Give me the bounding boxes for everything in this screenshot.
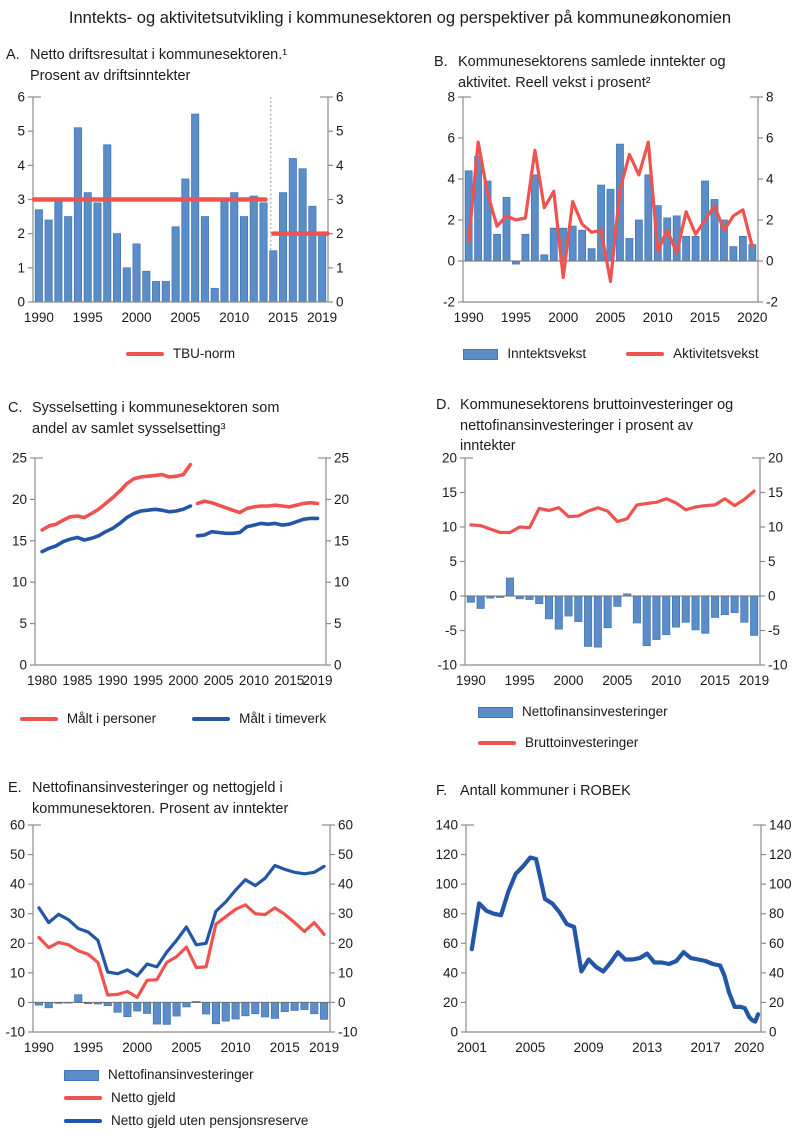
tick-label: 2017: [690, 1040, 721, 1055]
tick-label: 6: [17, 89, 25, 105]
tick-label: 50: [9, 847, 25, 863]
bar: [663, 596, 670, 635]
tick-label: 40: [769, 965, 785, 981]
tick-label: 60: [769, 935, 785, 951]
bar: [222, 1002, 229, 1021]
bar: [143, 1002, 150, 1013]
legend-label: Aktivitetsvekst: [673, 346, 759, 361]
bar: [35, 210, 42, 302]
tick-label: 2010: [220, 1040, 251, 1055]
tick-label: 2019: [739, 673, 770, 688]
tick-label: 4: [17, 157, 25, 173]
tick-label: 5: [336, 123, 344, 139]
tick-label: 2: [766, 212, 774, 228]
bar: [672, 596, 679, 627]
tick-label: 20: [441, 450, 457, 466]
tick-label: -10: [437, 657, 457, 673]
legend-label: Netto gjeld uten pensjonsreserve: [111, 1113, 309, 1128]
bar: [541, 255, 548, 261]
tick-label: 2015: [269, 1040, 300, 1055]
tick-label: 1990: [455, 673, 486, 688]
panel-f-title-line-1: Antall kommuner i ROBEK: [460, 783, 631, 799]
tick-label: 2000: [168, 673, 199, 688]
panel-a-letter: A.: [6, 47, 20, 63]
tick-label: 120: [435, 847, 458, 863]
tick-label: 2005: [171, 1040, 202, 1055]
bar: [731, 596, 738, 613]
tick-label: 2000: [121, 310, 152, 325]
bar: [221, 200, 228, 303]
panel-d-letter: D.: [436, 397, 451, 413]
tick-label: 2005: [515, 1040, 546, 1055]
bar: [626, 238, 633, 261]
panel-e-letter: E.: [8, 780, 22, 796]
bar: [211, 288, 218, 302]
bar: [94, 203, 101, 302]
bar: [279, 193, 286, 302]
panel-d-title-line-2: nettofinansinvesteringer i prosent av: [460, 417, 693, 434]
bar: [134, 1002, 141, 1011]
bar: [240, 217, 247, 302]
axes-frame: [30, 458, 331, 665]
bar: [291, 1002, 298, 1010]
panel-b-title-line-2: aktivitet. Reell vekst i prosent²: [458, 74, 651, 91]
bar: [614, 596, 621, 606]
tick-label: 80: [769, 906, 785, 922]
tick-label: 40: [9, 876, 25, 892]
bar: [123, 268, 130, 302]
bar: [172, 227, 179, 302]
tick-label: 25: [11, 450, 27, 466]
tick-label: 1995: [504, 673, 535, 688]
bar: [261, 1002, 268, 1016]
tick-label: 30: [9, 906, 25, 922]
bar: [74, 128, 81, 302]
tick-label: 20: [768, 450, 784, 466]
tick-label: 5: [17, 123, 25, 139]
bar: [692, 236, 699, 261]
tick-label: 0: [447, 253, 455, 269]
legend-label: Bruttoinvesteringer: [525, 735, 639, 750]
tick-label: 1990: [23, 1040, 54, 1055]
panel-c-letter: C.: [8, 400, 23, 416]
bar: [84, 193, 91, 302]
tick-label: 2: [17, 226, 25, 242]
bar: [579, 230, 586, 261]
tick-label: 0: [769, 1024, 777, 1040]
figure-title: Inntekts- og aktivitetsutvikling i kommunesektoren og perspektiver på kommuneøkonomien: [68, 9, 732, 27]
tick-label: 2005: [203, 673, 234, 688]
bar: [594, 596, 601, 647]
bar: [260, 203, 267, 302]
bar: [163, 1002, 170, 1024]
tick-label: 0: [17, 294, 25, 310]
bar: [683, 236, 690, 261]
tick-label: -2: [766, 294, 779, 310]
tick-label: 20: [442, 994, 458, 1010]
tick-label: 2019: [302, 673, 333, 688]
bar: [633, 596, 640, 623]
line-series: [198, 501, 318, 512]
legend-label: Målt i personer: [66, 711, 157, 726]
bar: [711, 596, 718, 617]
chart-D: [437, 451, 787, 689]
line-series: [471, 491, 754, 532]
tick-label: 2015: [274, 673, 305, 688]
bar: [739, 236, 746, 261]
panel-e-title-line-1: Nettofinansinvesteringer og nettogjeld i: [32, 780, 283, 796]
tick-label: 0: [338, 994, 346, 1010]
tick-label: 140: [769, 817, 792, 833]
tick-label: 2010: [642, 310, 673, 325]
tick-label: 0: [17, 994, 25, 1010]
tick-label: -5: [768, 623, 781, 638]
axes-frame: [460, 458, 765, 665]
tick-label: 2015: [268, 310, 299, 325]
tick-label: 0: [449, 588, 457, 604]
bar: [721, 596, 728, 615]
bar: [565, 596, 572, 616]
bar: [311, 1002, 318, 1013]
tick-label: 10: [441, 519, 457, 535]
bar: [201, 217, 208, 302]
tick-label: 2005: [602, 673, 633, 688]
bar: [202, 1002, 209, 1014]
tick-label: -2: [442, 294, 455, 310]
bar: [143, 271, 150, 302]
panel-d-title-line-1: Kommunesektorens bruttoinvesteringer og: [460, 397, 734, 413]
tick-label: 2000: [548, 310, 579, 325]
tick-label: 10: [334, 574, 350, 590]
tick-label: 0: [450, 1024, 458, 1040]
line-series: [472, 858, 758, 1022]
chart-B: [443, 90, 778, 326]
panel-c-title-line-2: andel av samlet sysselsetting³: [32, 420, 226, 437]
bar: [271, 1002, 278, 1018]
axes-frame: [461, 825, 766, 1032]
tick-label: 4: [336, 157, 344, 173]
tick-label: 1995: [73, 1040, 104, 1055]
tick-label: 2000: [122, 1040, 153, 1055]
bar: [503, 197, 510, 261]
tick-label: 40: [338, 876, 354, 892]
tick-label: 2020: [734, 1040, 765, 1055]
line-series: [39, 905, 324, 998]
panel-b-title-line-1: Kommunesektorens samlede inntekter og: [458, 54, 726, 70]
tick-label: 1985: [62, 673, 93, 688]
panel-a-title-line-1: Netto driftsresultat i kommunesektoren.¹: [30, 47, 288, 63]
tick-label: 20: [11, 491, 27, 507]
tick-label: 2: [336, 226, 344, 242]
bar: [232, 1002, 239, 1019]
tick-label: 6: [766, 130, 774, 146]
bar: [153, 1002, 160, 1024]
bar: [588, 249, 595, 261]
tick-label: 15: [441, 485, 457, 500]
bar: [692, 596, 699, 630]
bar: [65, 217, 72, 302]
tick-label: 1995: [500, 310, 531, 325]
tick-label: 1990: [23, 310, 54, 325]
bar: [309, 206, 316, 302]
bar: [550, 228, 557, 261]
chart-A: [17, 90, 344, 326]
bar: [751, 596, 758, 635]
tick-label: 2005: [170, 310, 201, 325]
bar: [575, 596, 582, 622]
tick-label: 3: [336, 192, 344, 207]
bar: [152, 282, 159, 303]
bar: [555, 596, 562, 629]
tick-label: 6: [447, 130, 455, 146]
legend-label: Nettofinansinvesteringer: [108, 1067, 254, 1082]
tick-label: 10: [9, 965, 25, 981]
tick-label: 2019: [307, 310, 338, 325]
tick-label: 1: [336, 260, 344, 276]
bar: [162, 282, 169, 303]
tick-label: 40: [442, 965, 458, 981]
panel-a-title-line-2: Prosent av driftsinntekter: [30, 67, 191, 84]
bar: [741, 596, 748, 622]
tick-label: 1995: [132, 673, 164, 688]
bar: [477, 596, 484, 608]
tick-label: 2010: [219, 310, 250, 325]
bar: [467, 596, 474, 602]
line-series: [198, 518, 318, 535]
bar: [192, 114, 199, 302]
tick-label: 0: [768, 588, 776, 604]
bar: [55, 200, 62, 303]
bar: [531, 175, 538, 261]
tick-label: 5: [19, 616, 27, 632]
bar: [281, 1002, 288, 1011]
bar: [643, 596, 650, 646]
bar: [319, 234, 326, 302]
tick-label: 1995: [72, 310, 103, 325]
bar: [114, 1002, 121, 1012]
bar: [113, 234, 120, 302]
tick-label: 2013: [632, 1040, 663, 1055]
bar: [494, 234, 501, 261]
bar: [242, 1002, 249, 1015]
bar: [702, 596, 709, 633]
tick-label: 2009: [573, 1040, 604, 1055]
tick-label: 140: [435, 817, 458, 833]
tick-label: 20: [9, 935, 25, 951]
tick-label: 6: [336, 89, 344, 105]
tick-label: 0: [334, 657, 342, 673]
tick-label: 2015: [700, 673, 731, 688]
tick-label: 5: [334, 616, 342, 632]
axes-frame: [28, 825, 335, 1032]
tick-label: -5: [444, 623, 457, 638]
tick-label: 2000: [553, 673, 584, 688]
tick-label: 2010: [651, 673, 682, 688]
tick-label: 1980: [27, 673, 58, 688]
bar: [301, 1002, 308, 1009]
bar: [173, 1002, 180, 1016]
tick-label: 2019: [309, 1040, 340, 1055]
bar: [133, 244, 140, 302]
bar: [270, 251, 277, 302]
tick-label: 3: [17, 192, 25, 207]
tick-label: 20: [338, 935, 354, 951]
tick-label: 20: [334, 491, 350, 507]
bar: [506, 578, 513, 596]
bar: [124, 1002, 131, 1016]
bar: [682, 596, 689, 622]
tick-label: 80: [442, 906, 458, 922]
bar: [635, 220, 642, 261]
tick-label: 0: [766, 253, 774, 269]
tick-label: 30: [338, 906, 354, 922]
tick-label: 60: [338, 817, 354, 833]
tick-label: 2005: [595, 310, 626, 325]
bar: [653, 596, 660, 639]
tick-label: 1: [17, 260, 25, 276]
panel-d-title-line-3: inntekter: [460, 438, 516, 454]
tick-label: 2020: [737, 310, 768, 325]
tick-label: 120: [769, 847, 792, 863]
legend-label: Nettofinansinvesteringer: [522, 704, 668, 719]
bar: [526, 596, 533, 599]
bar: [250, 196, 257, 302]
tick-label: 100: [435, 876, 458, 892]
legend-label: TBU-norm: [172, 346, 236, 361]
tick-label: 15: [768, 485, 784, 500]
tick-label: 100: [769, 876, 792, 892]
tick-label: 2010: [238, 673, 269, 688]
tick-label: 5: [768, 554, 776, 569]
bar: [231, 193, 238, 302]
bar: [604, 596, 611, 628]
bar: [536, 596, 543, 604]
chart-C: [12, 451, 349, 689]
tick-label: 1990: [453, 310, 484, 325]
tick-label: 10: [338, 965, 354, 981]
tick-label: 8: [447, 89, 455, 105]
tick-label: 5: [449, 554, 457, 569]
tick-label: 25: [334, 450, 350, 466]
panel-c-title-line-1: Sysselsetting i kommunesektoren som: [32, 400, 280, 416]
tick-label: 10: [11, 574, 27, 590]
tick-label: 60: [442, 935, 458, 951]
panel-e-title-line-2: kommunesektoren. Prosent av inntekter: [32, 800, 289, 817]
tick-label: 4: [447, 171, 455, 187]
tick-label: 8: [766, 89, 774, 105]
tick-label: 4: [766, 171, 774, 187]
chart-E: [5, 818, 357, 1056]
panel-f-letter: F.: [436, 783, 448, 799]
legend-label: Målt i timeverk: [239, 711, 327, 726]
bar: [730, 247, 737, 261]
bar: [522, 234, 529, 261]
tick-label: -10: [338, 1024, 358, 1040]
bar: [212, 1002, 219, 1023]
tick-label: 15: [334, 533, 350, 549]
bar: [584, 596, 591, 646]
tick-label: -10: [768, 657, 788, 673]
tick-label: 2: [447, 212, 455, 228]
line-series: [39, 866, 324, 976]
legend-label: Inntektsvekst: [507, 346, 587, 361]
bar: [320, 1002, 327, 1019]
bar: [289, 159, 296, 303]
tick-label: 20: [769, 994, 785, 1010]
tick-label: 2001: [456, 1040, 487, 1055]
tick-label: 10: [768, 519, 784, 535]
bar: [545, 596, 552, 619]
tick-label: 0: [336, 294, 344, 310]
bar: [45, 1002, 52, 1007]
line-series: [42, 506, 190, 552]
legend-label: Netto gjeld: [111, 1090, 176, 1105]
tick-label: 60: [9, 817, 25, 833]
tick-label: 15: [11, 533, 27, 549]
chart-F: [435, 818, 791, 1056]
tick-label: 2015: [690, 310, 721, 325]
tick-label: -10: [5, 1024, 25, 1040]
bar: [252, 1002, 259, 1013]
panel-b-letter: B.: [434, 54, 448, 70]
bar: [45, 220, 52, 302]
bar: [75, 995, 82, 1003]
tick-label: 50: [338, 847, 354, 863]
bar: [183, 1002, 190, 1006]
tick-label: 1990: [97, 673, 128, 688]
tick-label: 0: [19, 657, 27, 673]
bar: [104, 145, 111, 302]
line-series: [42, 465, 190, 530]
